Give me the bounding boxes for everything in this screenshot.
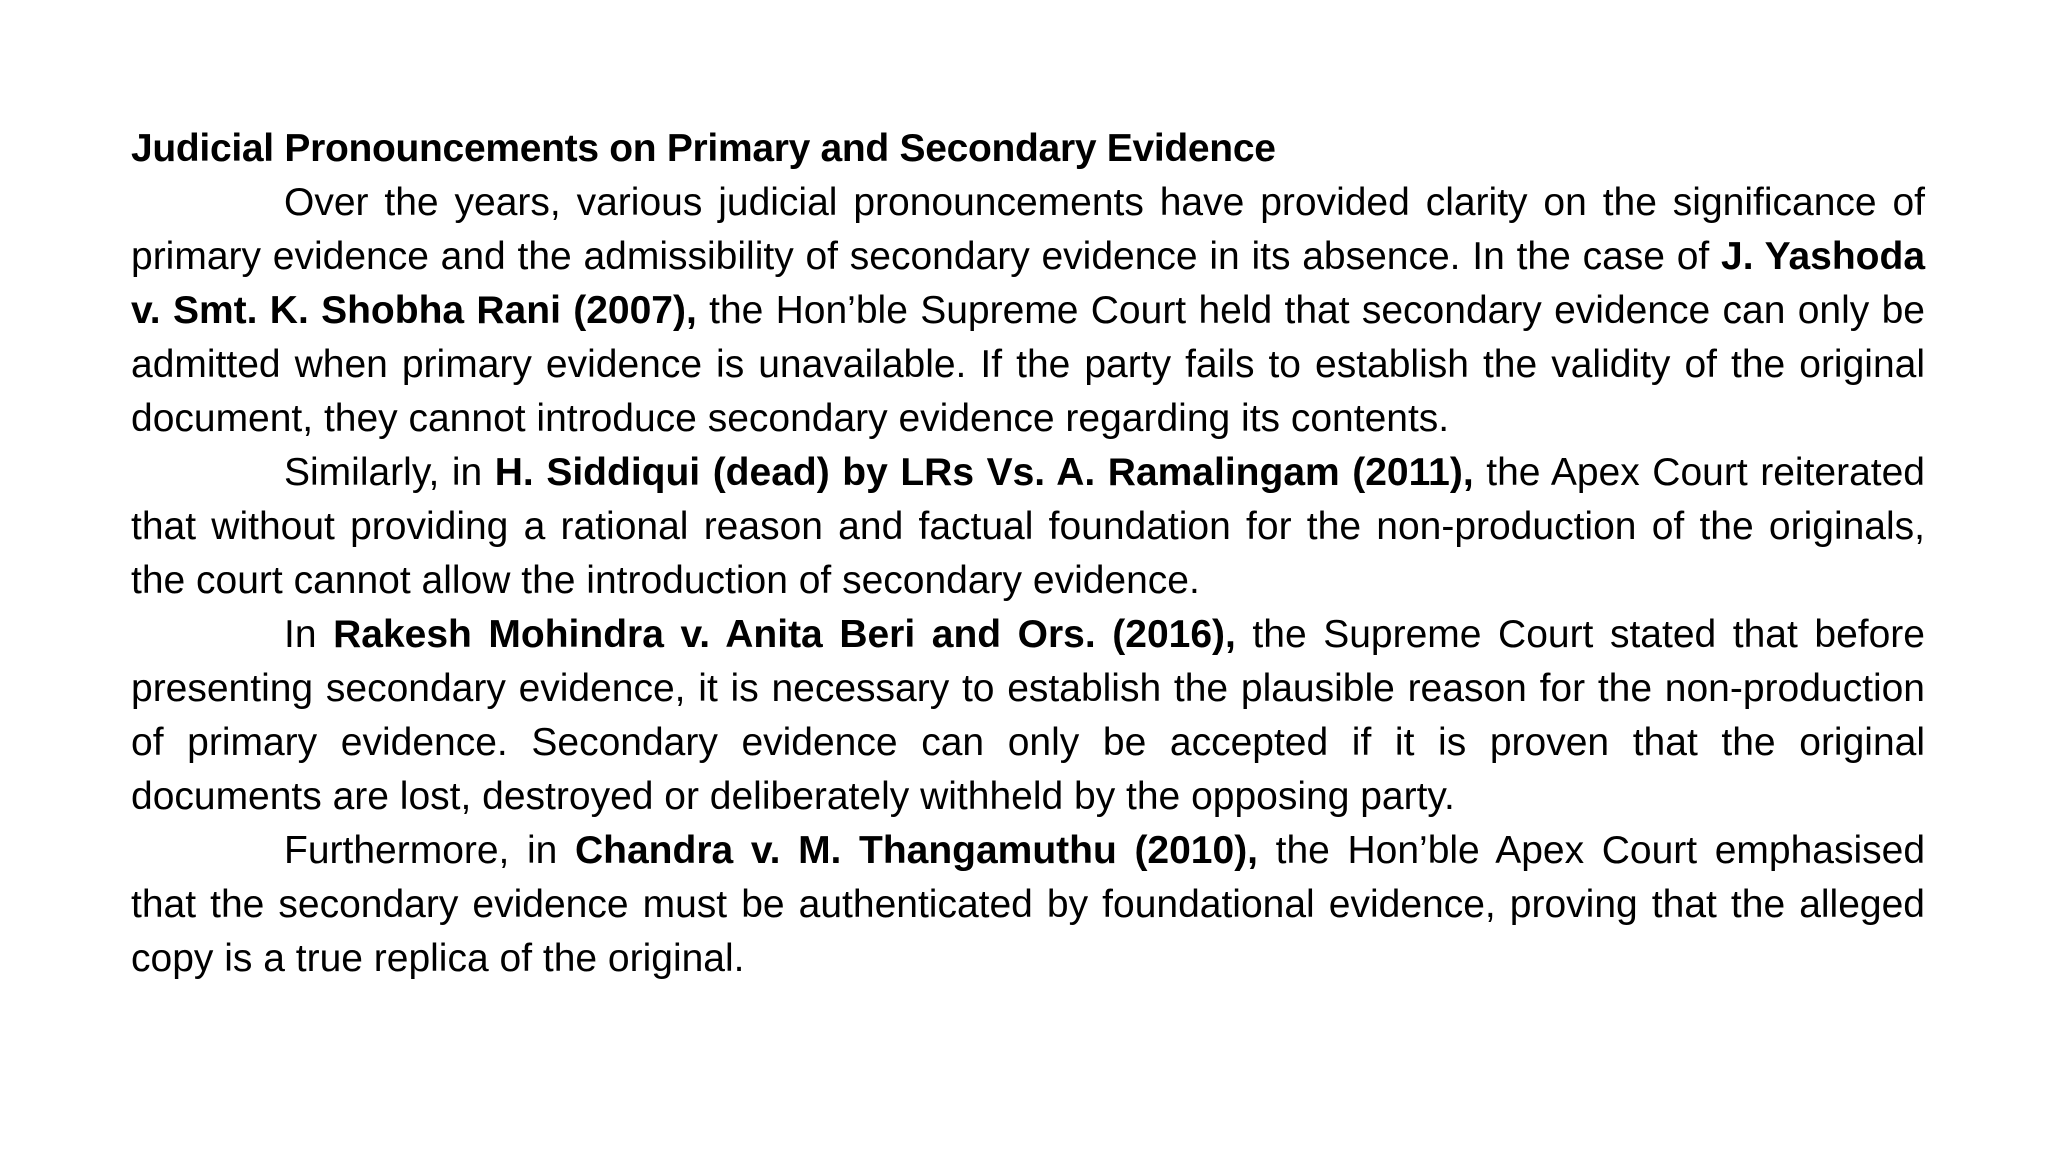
paragraph-text: Similarly, in (284, 451, 495, 494)
document-heading: Judicial Pronouncements on Primary and Secondary Evidence (131, 127, 1276, 170)
paragraph-text: the Hon’ble Supreme Court held that secondary evidence can only be admitted when primary evidence is unavailable. If the party fails to establish the validity of the original document, they cannot introduce secondary evidence regarding its contents. (131, 289, 1925, 440)
case-citation: J. Yashoda v. Smt. K. Shobha Rani (2007), (131, 235, 1926, 332)
paragraph-text: the Apex Court reiterated that without providing a rational reason and factual foundation for the non-production of the originals, the court cannot allow the introduction of secondary evidence. (131, 451, 1925, 602)
paragraph-text: the Supreme Court stated that before presenting secondary evidence, it is necessary to establish the plausible reason for the non-production of primary evidence. Secondary evidence can only be accepted if it is proven that the original documents are lost, destroyed or deliberately withheld by the opposing party. (131, 613, 1925, 818)
paragraph-text: Over the years, various judicial pronouncements have provided clarity on the significance of primary evidence and the admissibility of secondary evidence in its absence. In the case of (131, 181, 1925, 278)
case-citation: Rakesh Mohindra v. Anita Beri and Ors. (2016), (333, 613, 1236, 656)
paragraph-text: Furthermore, in (284, 829, 575, 872)
paragraph-mohindra (131, 608, 1925, 824)
paragraph-yashoda (131, 176, 1925, 446)
paragraph-text: In (284, 613, 334, 656)
document-page (131, 122, 1925, 986)
case-citation: H. Siddiqui (dead) by LRs Vs. A. Ramalingam (2011), (494, 451, 1474, 494)
paragraph-chandra (131, 824, 1925, 986)
paragraph-siddiqui (131, 446, 1925, 608)
paragraph-text: the Hon’ble Apex Court emphasised that the secondary evidence must be authenticated by foundational evidence, proving that the alleged copy is a true replica of the original. (131, 829, 1926, 980)
case-citation: Chandra v. M. Thangamuthu (2010), (575, 829, 1259, 872)
